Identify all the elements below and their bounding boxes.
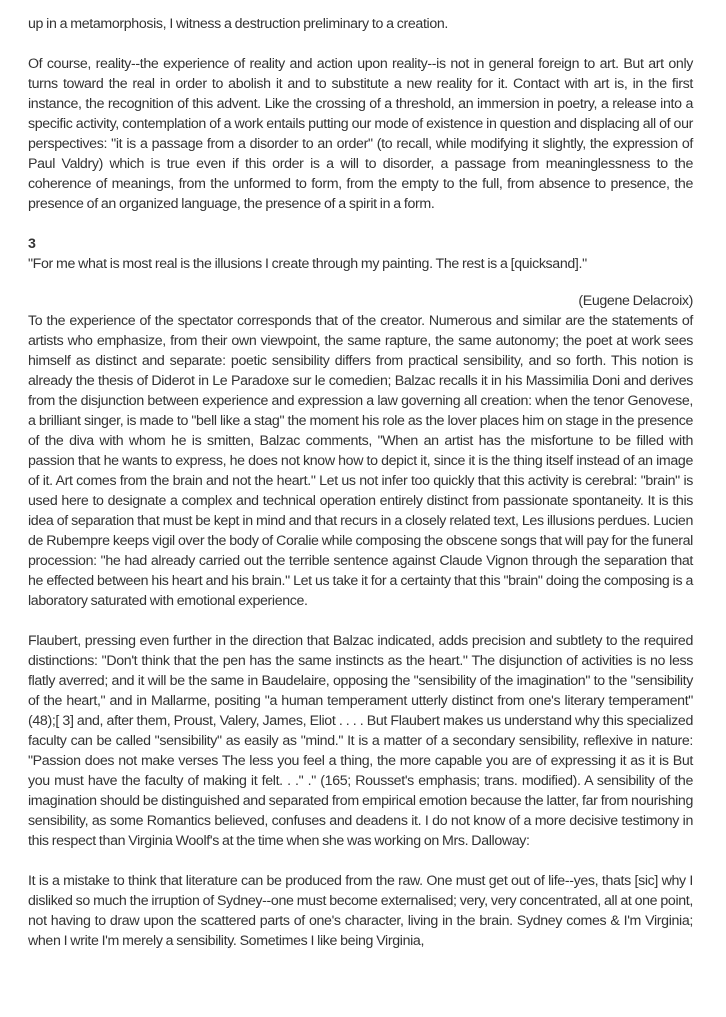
paragraph-spectator-creator: To the experience of the spectator corresponds that of the creator. Numerous and similar are the statements of artists who emphasize, from their own viewpoint, the same rapture, the same autonomy; the poet at work sees himself as distinct and separate: poetic sensibility differs from practical sensibility, and so forth. This notion is already the thesis of Diderot in Le Paradoxe sur le comedien; Balzac recalls it in his Massimilia Doni and derives from the disjunction between experience and expression a law governing all creation: when the tenor Genovese, a brilliant singer, is made to "bell like a stag" the moment his role as the lover places him on stage in the presence of the diva with whom he is smitten, Balzac comments, "When an artist has the misfortune to be filled with passion that he wants to express, he does not know how to depict it, since it is the thing itself instead of an image of it. Art comes from the brain and not the heart." Let us not infer too quickly that this activity is cerebral: "brain" is used here to designate a complex and technical operation entirely distinct from passionate spontaneity. It is this idea of separation that must be kept in mind and that recurs in a closely related text, Les illusions perdues. Lucien de Rubempre keeps vigil over the body of Coralie while composing the obscene songs that will pay for the funeral procession: "he had already carried out the terrible sentence against Claude Vignon through the separation that he effected between his heart and his brain." Let us take it for a certainty that this "brain" doing the composing is a laboratory saturated with emotional experience. [28,313,693,609]
block-quote-woolf: It is a mistake to think that literature can be produced from the raw. One must get out of life--yes, thats [sic] why I disliked so much the irruption of Sydney--one must become externalised; very, very concentrated, all at one point, not having to draw upon the scattered parts of one's character, living in the brain. Sydney comes & I'm Virginia; when I write I'm merely a sensibility. Sometimes I like being Virginia, [28,873,693,949]
section-number: 3 [28,236,36,252]
paragraph-continuation: up in a metamorphosis, I witness a destruction preliminary to a creation. [28,16,449,32]
epigraph-attribution: (Eugene Delacroix) [578,293,693,309]
paragraph-reality-and-art: Of course, reality--the experience of reality and action upon reality--is not in general foreign to art. But art only turns toward the real in order to abolish it and to substitute a new reality for it. Contact with art is, in the first instance, the recognition of this advent. Like the crossing of a threshold, an immersion in poetry, a release into a specific activity, contemplation of a work entails putting our mode of existence in question and displacing all of our perspectives: "it is a passage from a disorder to an order" (to recall, while modifying it slightly, the expression of Paul Valdry) which is true even if this order is a will to disorder, a passage from meaninglessness to the coherence of meanings, from the unformed to form, from the empty to the full, from absence to presence, the presence of an organized language, the presence of a spirit in a form. [28,56,693,212]
epigraph-quote: "For me what is most real is the illusions I create through my painting. The rest is a [quicksand]." [28,256,587,272]
paragraph-flaubert: Flaubert, pressing even further in the direction that Balzac indicated, adds precision and subtlety to the required distinctions: "Don't think that the pen has the same instincts as the heart." The disjunction of activities is no less flatly averred; and it will be the same in Baudelaire, opposing the "sensibility of the imagination" to the "sensibility of the heart," and in Mallarme, positing "a human temperament utterly distinct from one's literary temperament" (48);[ 3] and, after them, Proust, Valery, James, Eliot . . . . But Flaubert makes us understand why this specialized faculty can be called "sensibility" as easily as "mind." It is a matter of a secondary sensibility, reflexive in nature: "Passion does not make verses The less you feel a thing, the more capable you are of expressing it as it is But you must have the faculty of making it felt. . ." ." (165; Rousset's emphasis; trans. modified). A sensibility of the imagination should be distinguished and separated from empirical emotion because the latter, far from nourishing sensibility, as some Romantics believed, confuses and deadens it. I do not know of a more decisive testimony in this respect than Virginia Woolf's at the time when she was working on Mrs. Dalloway: [28,633,693,849]
